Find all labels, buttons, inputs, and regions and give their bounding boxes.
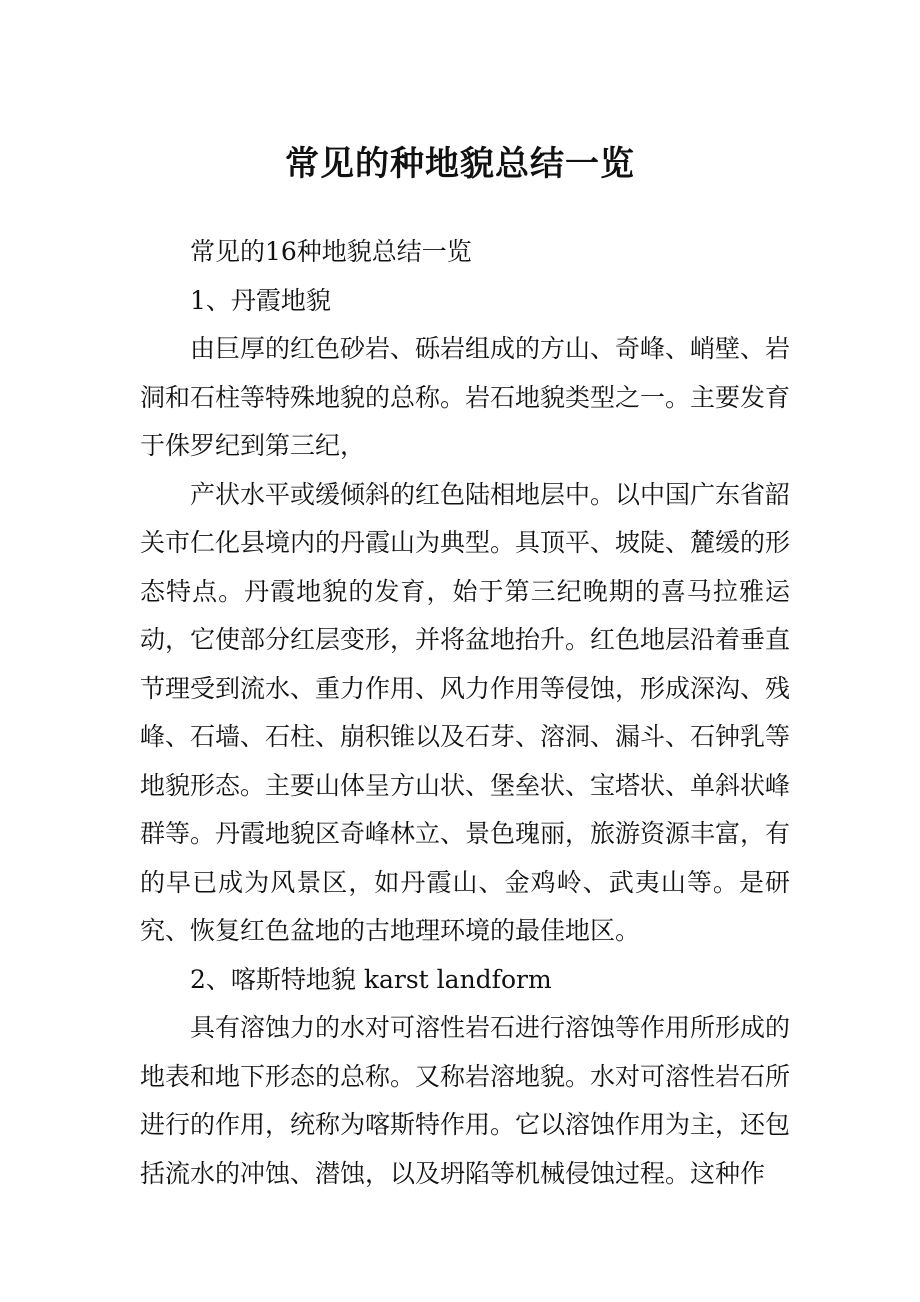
paragraph-intro: 常见的16种地貌总结一览 — [190, 237, 472, 266]
document-body — [140, 228, 790, 1198]
section-heading-karst: 2、喀斯特地貌 karst landform — [190, 964, 552, 994]
section-heading-danxia: 1、丹霞地貌 — [190, 285, 331, 315]
document-title: 常见的种地貌总结一览 — [285, 144, 635, 184]
paragraph-danxia-detail: 产状水平或缓倾斜的红色陆相地层中。以中国广东省韶关市仁化县境内的丹霞山为典型。具顶平、坡陡、麓缓的形态特点。丹霞地貌的发育，始于第三纪晚期的喜马拉雅运动，它使部分红层变形，并将盆地抬升。红色地层沿着垂直节理受到流水、重力作用、风力作用等侵蚀，形成深沟、残峰、石墙、石柱、崩积锥以及石芽、溶洞、漏斗、石钟乳等地貌形态。主要山体呈方山状、堡垒状、宝塔状、单斜状峰群等。丹霞地貌区奇峰林立、景色瑰丽，旅游资源丰富，有的早已成为风景区，如丹霞山、金鸡岭、武夷山等。是研究、恢复红色盆地的古地理环境的最佳地区。 — [140, 479, 791, 945]
paragraph-danxia-definition: 由巨厚的红色砂岩、砾岩组成的方山、奇峰、峭壁、岩洞和石柱等特殊地貌的总称。岩石地貌类型之一。主要发育于侏罗纪到第三纪， — [140, 334, 791, 460]
paragraph-karst-definition: 具有溶蚀力的水对可溶性岩石进行溶蚀等作用所形成的地表和地下形态的总称。又称岩溶地貌。水对可溶性岩石所进行的作用，统称为喀斯特作用。它以溶蚀作用为主，还包括流水的冲蚀、潜蚀，以及坍陷等机械侵蚀过程。这种作 — [140, 1013, 791, 1188]
